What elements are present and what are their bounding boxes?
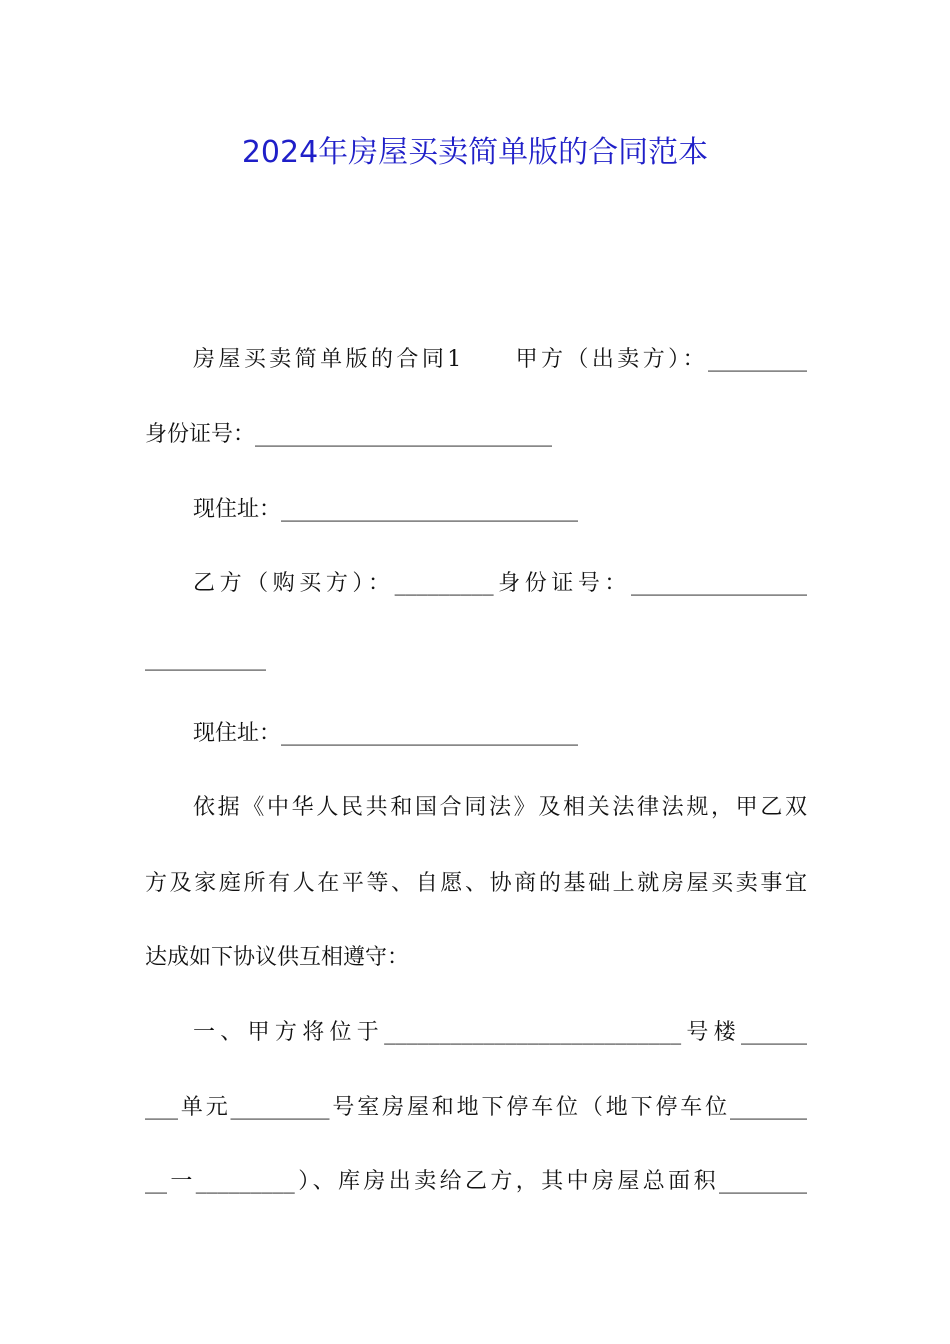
- text-line-10: 一、甲方将位于___________________________号楼______: [193, 1020, 807, 1045]
- text-line-6: 现住址：___________________________: [193, 721, 579, 746]
- text-line-5: ___________: [145, 646, 266, 671]
- text-line-8: 方及家庭所有人在平等、自愿、协商的基础上就房屋买卖事宜: [145, 871, 807, 896]
- text-line-9: 达成如下协议供互相遵守：: [145, 945, 410, 970]
- text-line-4: 乙方（购买方）：_________身份证号：________________: [193, 571, 807, 596]
- text-line-2: 身份证号：___________________________: [145, 422, 553, 447]
- text-line-12: __一_________）、库房出卖给乙方，其中房屋总面积________: [145, 1169, 807, 1194]
- text-line-7: 依据《中华人民共和国合同法》及相关法律法规，甲乙双: [193, 795, 807, 820]
- document-title: 2024年房屋买卖简单版的合同范本: [241, 135, 709, 170]
- text-line-1: 房屋买卖简单版的合同1 甲方（出卖方）：_________: [193, 347, 807, 372]
- text-line-11: ___单元_________号室房屋和地下停车位（地下停车位_______: [145, 1095, 807, 1120]
- text-line-3: 现住址：___________________________: [193, 497, 579, 522]
